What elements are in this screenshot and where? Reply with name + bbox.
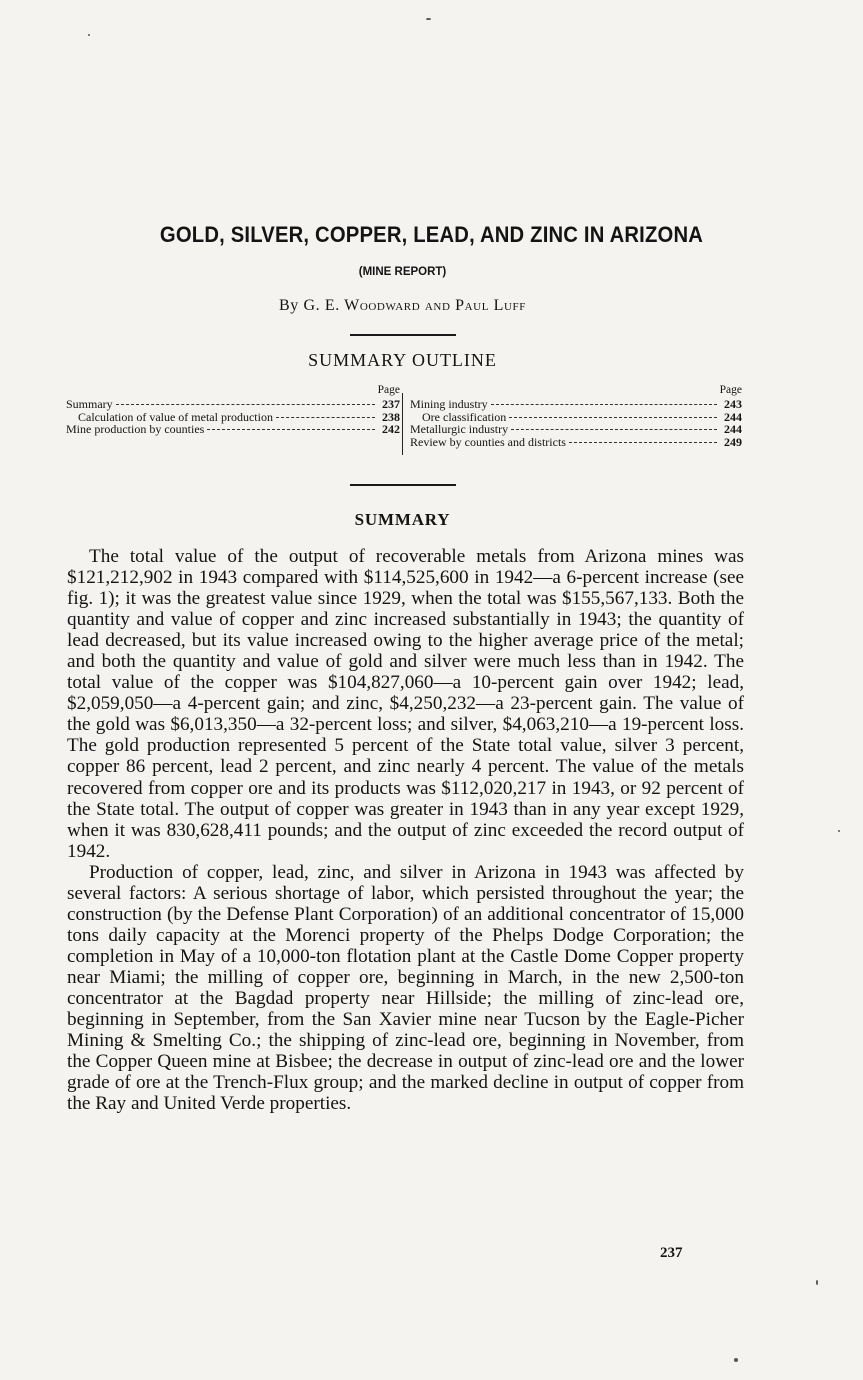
author-line: [0, 297, 805, 315]
and-text: and: [424, 297, 451, 314]
document-subtitle: (MINE REPORT): [358, 266, 447, 278]
leader-dots: [116, 404, 375, 405]
document-title: GOLD, SILVER, COPPER, LEAD, AND ZINC IN ARIZONA: [159, 222, 704, 247]
toc-entry[interactable]: Summary 237: [66, 397, 400, 411]
scan-speck: [838, 830, 840, 832]
page-column-label: Page: [377, 384, 400, 396]
toc-entry[interactable]: Mine production by counties 242: [66, 422, 400, 436]
outline-right-column: [410, 384, 742, 448]
leader-dots: [509, 417, 717, 418]
scan-speck: [816, 1280, 818, 1285]
divider-bottom: [350, 484, 456, 486]
outline-left-column: [66, 384, 400, 436]
leader-dots: [491, 404, 717, 405]
page-number: 237: [660, 1245, 683, 1261]
toc-entry[interactable]: Ore classification 244: [422, 409, 742, 424]
toc-entry[interactable]: Mining industry 243: [410, 397, 742, 411]
summary-body: [67, 546, 744, 1114]
leader-dots: [207, 429, 375, 430]
outline-column-divider: [402, 393, 403, 455]
author-1: G. E. Woodward: [303, 297, 421, 314]
leader-dots: [276, 417, 375, 418]
summary-paragraph-2: Production of copper, lead, zinc, and silver in Arizona in 1943 was affected by several factors: A serious shortage of labor, which persisted throughout the year; the construction (by the Defense Plant Corporation) of an additional concentrator of 15,000 tons daily capacity at the Morenci property of the Phelps Dodge Corporation; the completion in May of a 10,000-ton flotation plant at the Castle Dome Copper property near Miami; the milling of copper ore, beginning in March, in the new 2,500-ton concentrator at the Bagdad property near Hillside; the milling of zinc-lead ore, beginning in September, from the San Xavier mine near Tucson by the Eagle-Picher Mining & Smelting Co.; the shipping of zinc-lead ore, beginning in November, from the Copper Queen mine at Bisbee; the decrease in output of zinc-lead ore and the lower grade of ore at the Trench-Flux group; and the marked decline in output of copper from the Ray and United Verde properties.: [67, 861, 744, 1115]
summary-heading: SUMMARY: [354, 510, 451, 529]
author-2: Paul Luff: [455, 297, 526, 314]
scan-speck: [734, 1358, 738, 1362]
divider-top: [350, 334, 456, 336]
toc-entry[interactable]: Calculation of value of metal production 238: [78, 409, 400, 424]
toc-entry[interactable]: Metallurgic industry 244: [410, 422, 742, 436]
toc-entry[interactable]: Review by counties and districts 249: [410, 434, 742, 449]
by-text: By: [279, 297, 299, 314]
scan-speck: [88, 34, 90, 36]
scan-speck: [426, 18, 431, 20]
summary-paragraph-1: The total value of the output of recoverable metals from Arizona mines was $121,212,902 in 1943 compared with $114,525,600 in 1942—a 6-percent increase (see fig. 1); it was the greatest value since 1929, when the total was $155,567,133. Both the quantity and value of copper and zinc increased substantially in 1943; the quantity of lead decreased, but its value increased owing to the higher average price of the metal; and both the quantity and value of gold and silver were much less than in 1942. The total value of the copper was $104,827,060—a 10-percent gain over 1942; lead, $2,059,050—a 4-percent gain; and zinc, $4,250,232—a 23-percent gain. The value of the gold was $6,013,350—a 32-percent loss; and silver, $4,063,210—a 19-percent loss. The gold production represented 5 percent of the State total value, silver 3 percent, copper 86 percent, lead 2 percent, and zinc nearly 4 percent. The value of the metals recovered from copper ore and its products was $112,020,217 in 1943, or 92 percent of the State total. The output of copper was greater in 1943 than in any year except 1929, when it was 830,628,411 pounds; and the output of zinc exceeded the record output of 1942.: [67, 546, 744, 862]
leader-dots: [569, 442, 717, 443]
outline-heading: SUMMARY OUTLINE: [308, 350, 497, 370]
page-column-label: Page: [719, 384, 742, 396]
leader-dots: [511, 429, 717, 430]
